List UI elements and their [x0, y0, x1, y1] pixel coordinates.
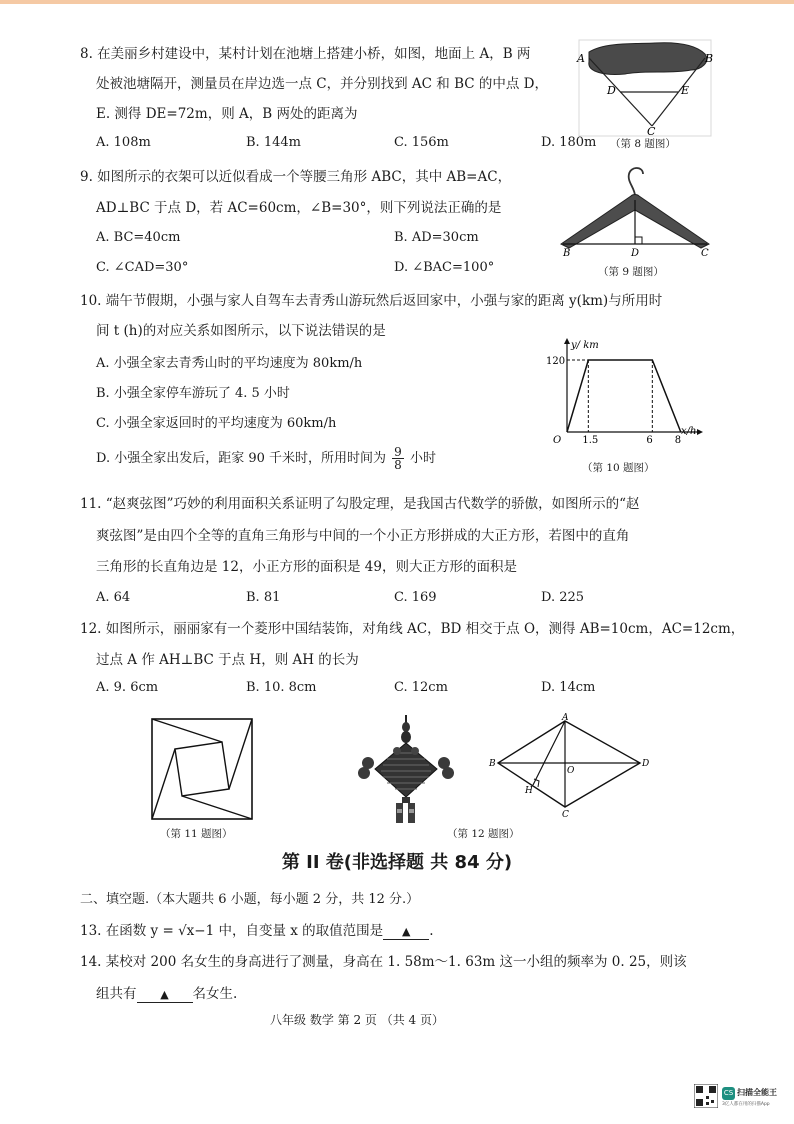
section-title: 第 II 卷(非选择题 共 84 分): [281, 852, 513, 873]
q12-caption: （第 12 题图）: [447, 828, 520, 840]
q10-line2: 间 t (h)的对应关系如图所示，以下说法错误的是: [96, 323, 386, 339]
q12-label-a: A: [562, 713, 569, 723]
x-tick-label: O: [553, 435, 562, 446]
q10-option-b: B. 小强全家停车游玩了 4. 5 小时: [96, 386, 290, 401]
qr-code-icon: [694, 1084, 718, 1108]
y-axis-arrow: [564, 338, 570, 344]
q10-chart: [545, 336, 705, 448]
q8-option-b: B. 144m: [246, 135, 301, 150]
q8-option-c: C. 156m: [394, 135, 449, 150]
q9-hanger-figure: [555, 160, 715, 260]
q10-fraction-denominator: 8: [394, 458, 402, 472]
q12-option-c: C. 12cm: [394, 680, 448, 695]
q13-end: .: [429, 923, 434, 939]
q12-label-o: O: [567, 766, 575, 776]
x-axis-arrow: [697, 429, 703, 435]
top-color-bar: [0, 0, 794, 4]
q8-label-c: C: [647, 125, 656, 138]
q9-option-c: C. ∠CAD=30°: [96, 260, 189, 275]
q9-label-d: D: [631, 248, 640, 259]
q8-line3: E. 测得 DE=72m，则 A，B 两处的距离为: [96, 106, 358, 122]
q8-label-a: A: [577, 52, 585, 65]
q9-option-b: B. AD=30cm: [394, 230, 479, 245]
q11-option-c: C. 169: [394, 590, 437, 605]
scanner-watermark: [694, 1084, 784, 1110]
q12-rhombus-figure: [485, 713, 655, 821]
q14-pre: 组共有: [96, 986, 137, 1002]
q12-chinese-knot-figure: [355, 715, 465, 825]
q12-option-a: A. 9. 6cm: [96, 680, 159, 695]
q12-line1: 12. 如图所示，丽丽家有一个菱形中国结装饰，对角线 AC，BD 相交于点 O，测得 AB=10cm，AC=12cm，: [80, 621, 745, 637]
q10-fraction-numerator: 9: [394, 445, 402, 459]
scanner-name: 扫描全能王: [737, 1088, 777, 1097]
q12-label-d: D: [642, 759, 650, 769]
q11-line3: 三角形的长直角边是 12，小正方形的面积是 49，则大正方形的面积是: [96, 559, 517, 575]
q11-zhao-shuang-figure: [150, 717, 254, 821]
q8-line2: 处被池塘隔开，测量员在岸边选一点 C，并分别找到 AC 和 BC 的中点 D，: [96, 76, 548, 92]
q10-option-d-pre: D. 小强全家出发后，距家 90 千米时，所用时间为: [96, 451, 387, 466]
q10-option-d: [96, 446, 436, 471]
distance-series-line: [567, 360, 681, 432]
q11-option-b: B. 81: [246, 590, 281, 605]
q12-label-h: H: [525, 786, 533, 796]
y-axis-label: y/ km: [571, 340, 599, 351]
x-tick-label: 6: [646, 435, 653, 446]
q14-line2: [96, 984, 237, 1004]
page-footer: 八年级 数学 第 2 页 （共 4 页）: [270, 1013, 444, 1027]
q9-option-a: A. BC=40cm: [96, 230, 181, 245]
q8-label-d: D: [607, 84, 616, 97]
pond-shape: [589, 43, 707, 75]
q9-option-d: D. ∠BAC=100°: [394, 260, 495, 275]
q8-label-b: B: [705, 52, 714, 65]
q12-line2: 过点 A 作 AH⊥BC 于点 H，则 AH 的长为: [96, 652, 359, 668]
q11-line1: 11. “赵爽弦图”巧妙的利用面积关系证明了勾股定理，是我国古代数学的骄傲，如图所示的“赵: [80, 496, 640, 512]
q8-figure: [575, 38, 715, 138]
q13-line: [80, 921, 433, 941]
q9-label-b: B: [563, 248, 571, 259]
q10-option-d-post: 小时: [409, 451, 436, 466]
x-tick-label: 1.5: [582, 435, 599, 446]
q8-label-e: E: [681, 84, 690, 97]
y-tick-label: 120: [546, 356, 566, 367]
q9-line2: AD⊥BC 于点 D，若 AC=60cm，∠B=30°，则下列说法正确的是: [96, 200, 502, 216]
q11-line2: 爽弦图”是由四个全等的直角三角形与中间的一个小正方形拼成的大正方形，若图中的直角: [96, 528, 630, 544]
q9-line1: 9. 如图所示的衣架可以近似看成一个等腰三角形 ABC，其中 AB=AC，: [80, 169, 512, 185]
q14-line1: 14. 某校对 200 名女生的身高进行了测量，身高在 1. 58m～1. 63m 这一小组的频率为 0. 25，则该: [80, 954, 687, 970]
q9-caption: （第 9 题图）: [598, 266, 664, 278]
q11-caption: （第 11 题图）: [160, 828, 233, 840]
q11-option-d: D. 225: [541, 590, 585, 605]
scanner-tagline: 3亿人都在用的扫描App: [722, 1102, 770, 1107]
q9-label-c: C: [701, 248, 709, 259]
q8-line1: 8. 在美丽乡村建设中，某村计划在池塘上搭建小桥，如图，地面上 A，B 两: [80, 46, 531, 62]
q8-caption: （第 8 题图）: [610, 138, 676, 150]
q8-option-d: D. 180m: [541, 135, 597, 150]
q10-fraction: [392, 446, 404, 471]
q10-line1: 10. 端午节假期，小强与家人自驾车去青秀山游玩然后返回家中，小强与家的距离 y(km)与所用时: [80, 293, 663, 309]
q10-option-c: C. 小强全家返回时的平均速度为 60km/h: [96, 416, 337, 431]
q14-post: 名女生.: [192, 986, 238, 1002]
scanner-badge: CS: [722, 1087, 735, 1100]
q12-option-b: B. 10. 8cm: [246, 680, 317, 695]
x-axis-label: x/h: [681, 426, 697, 437]
q11-option-a: A. 64: [96, 590, 131, 605]
q13-answer-blank: ▲: [383, 925, 429, 940]
q12-label-b: B: [489, 759, 496, 769]
q12-option-d: D. 14cm: [541, 680, 596, 695]
section-part-heading: 二、填空题.（本大题共 6 小题，每小题 2 分，共 12 分.）: [80, 892, 420, 907]
q10-caption: （第 10 题图）: [582, 462, 655, 474]
q12-label-c: C: [562, 810, 569, 820]
q13-text: 13. 在函数 y = √x−1 中，自变量 x 的取值范围是: [80, 923, 384, 939]
q14-answer-blank: ▲: [137, 988, 193, 1003]
q8-option-a: A. 108m: [96, 135, 151, 150]
q10-option-a: A. 小强全家去青秀山时的平均速度为 80km/h: [96, 356, 363, 371]
x-tick-label: 8: [674, 435, 682, 446]
